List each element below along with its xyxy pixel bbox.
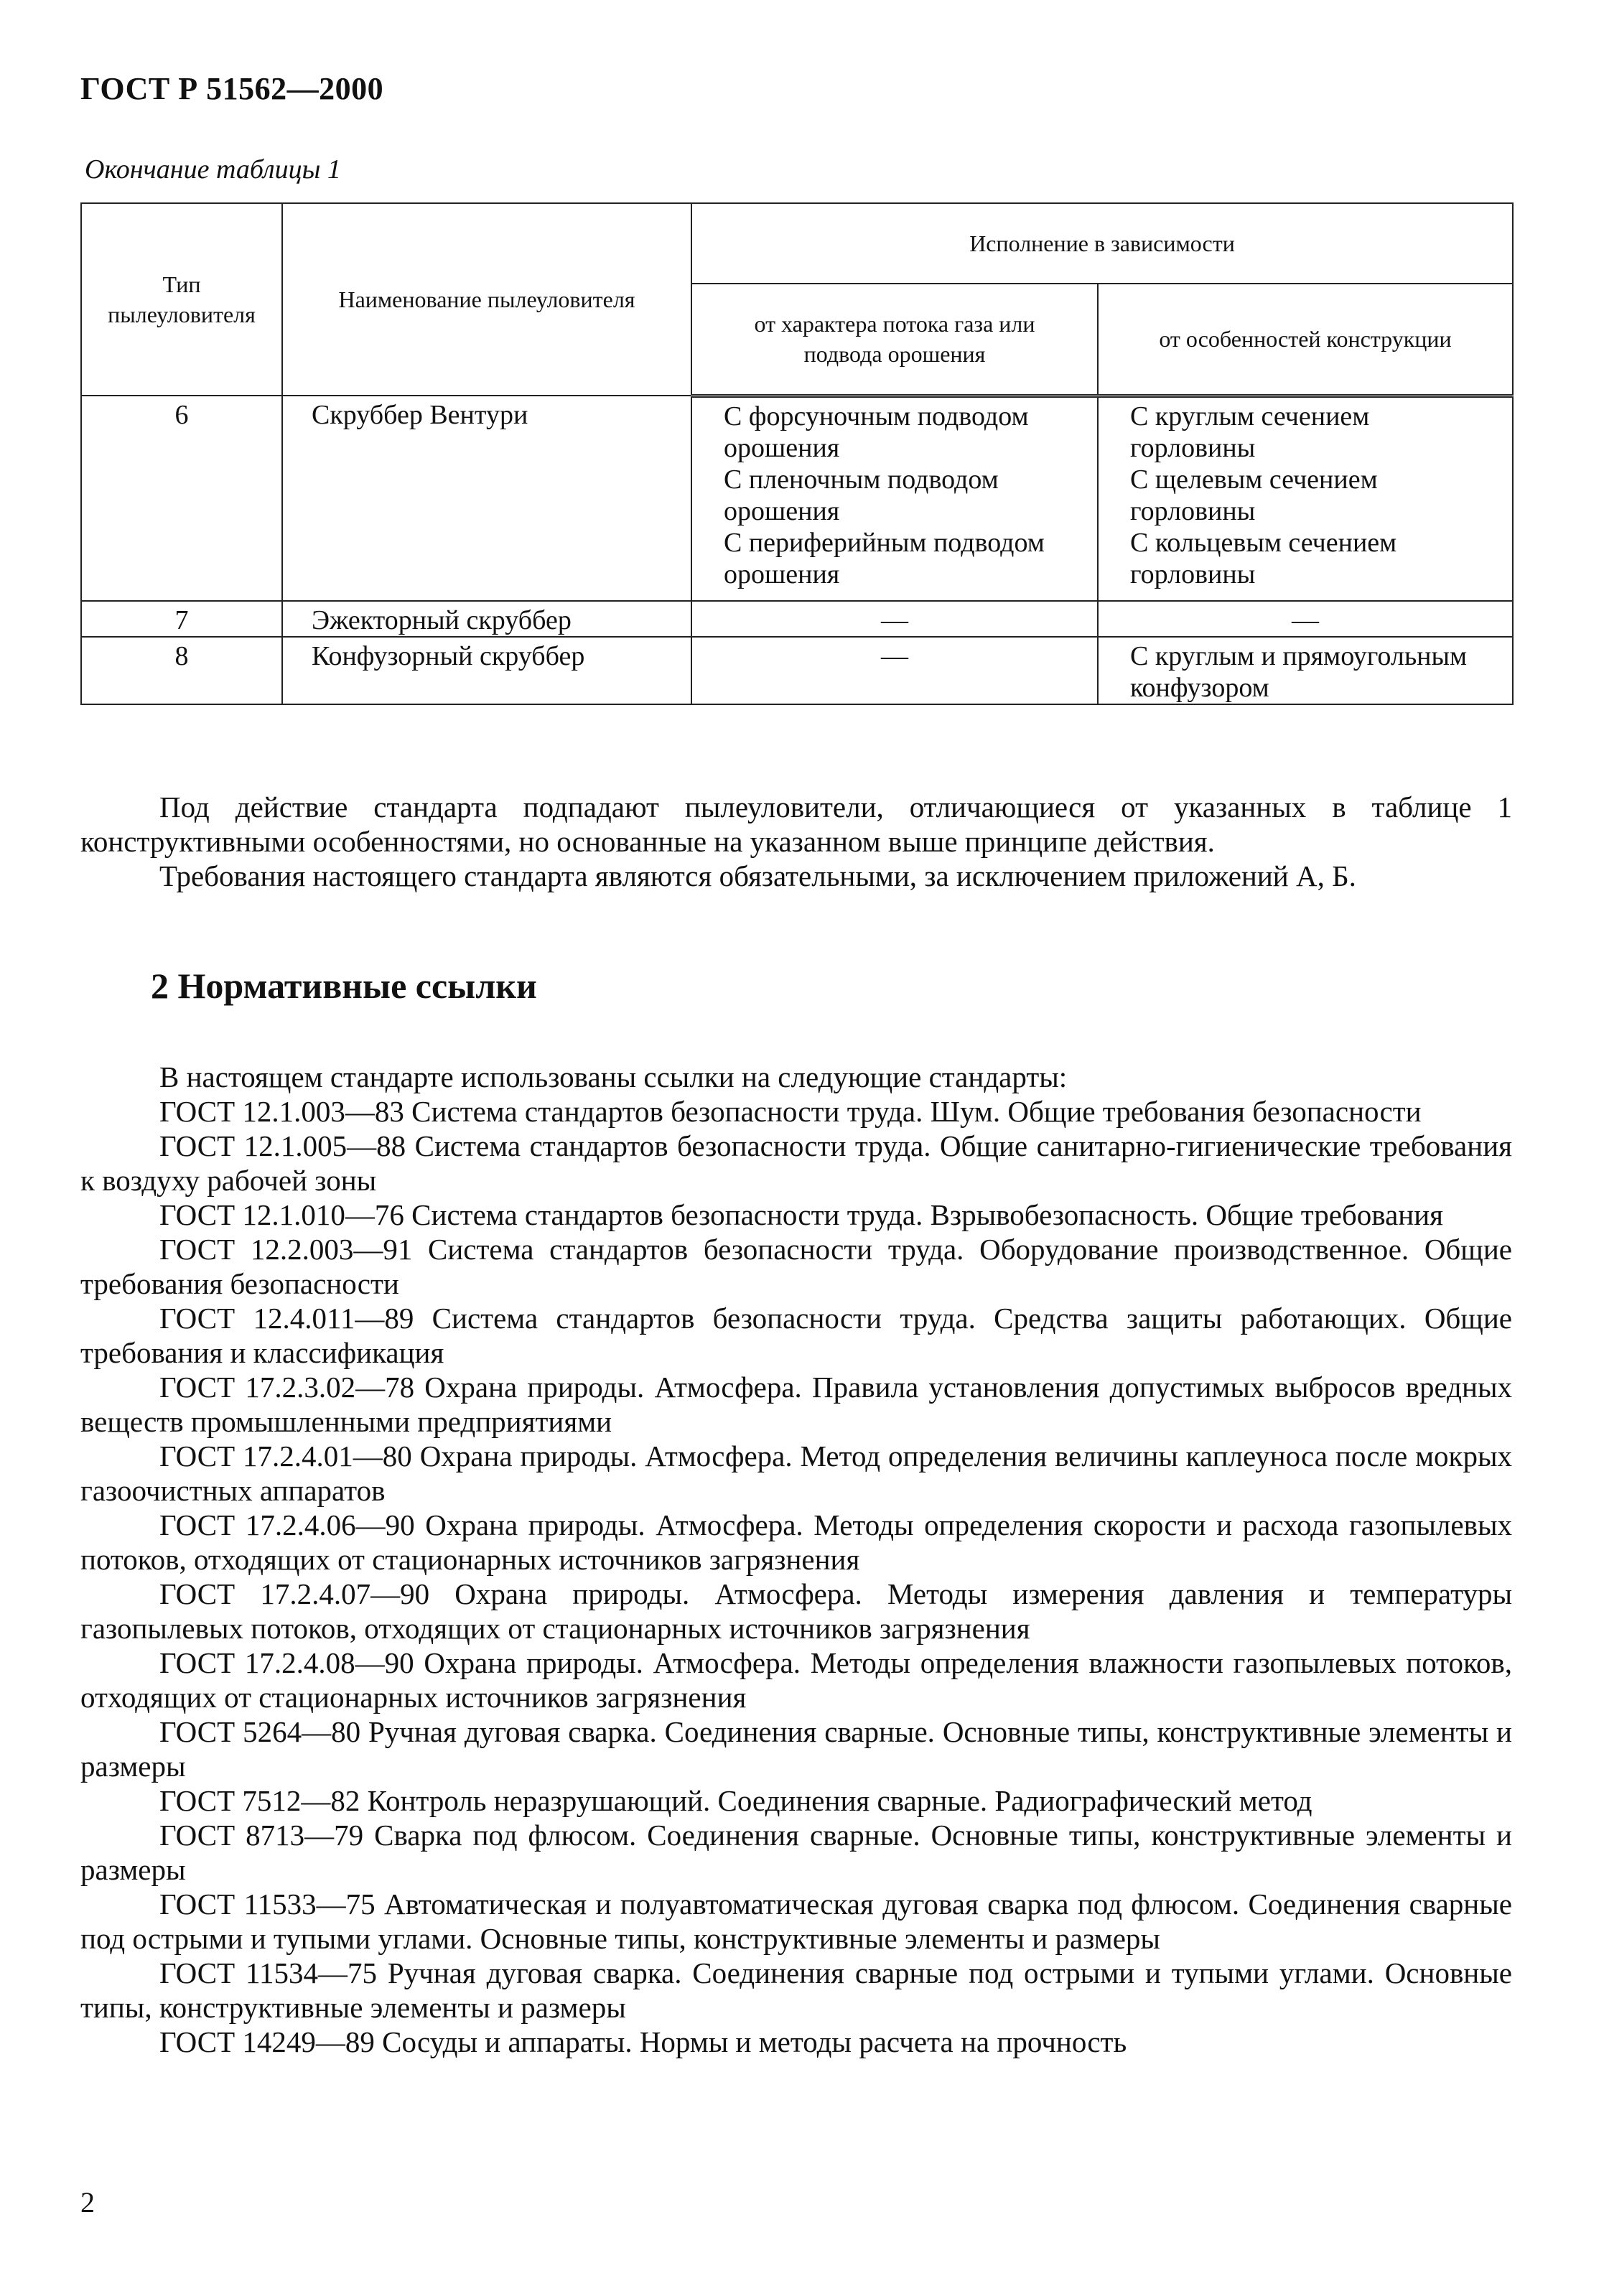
reference-entry: ГОСТ 5264—80 Ручная дуговая сварка. Соединения сварные. Основные типы, конструктивные элементы и размеры [80, 1715, 1512, 1783]
table-row [81, 601, 1513, 637]
variant-line: горловины [1130, 495, 1256, 526]
cell-collector-name: Конфузорный скруббер [282, 637, 691, 704]
reference-entry: ГОСТ 17.2.4.06—90 Охрана природы. Атмосфера. Методы определения скорости и расхода газопылевых потоков, отходящих от стационарных источников загрязнения [80, 1508, 1512, 1576]
reference-entry: ГОСТ 12.4.011—89 Система стандартов безопасности труда. Средства защиты работающих. Общие требования и классификация [80, 1302, 1512, 1369]
section-2-title: 2 Нормативные ссылки [151, 966, 537, 1006]
reference-entry: ГОСТ 7512—82 Контроль неразрушающий. Соединения сварные. Радиографический метод [159, 1784, 1312, 1817]
cell-flow-variants [691, 601, 1098, 637]
reference-entry: ГОСТ 8713—79 Сварка под флюсом. Соединения сварные. Основные типы, конструктивные элементы и размеры [80, 1819, 1512, 1886]
variant-line: С круглым сечением [1130, 401, 1370, 431]
cell-collector-name: Эжекторный скруббер [282, 601, 691, 637]
cell-design-variants [1098, 396, 1513, 601]
reference-entry: ГОСТ 17.2.3.02—78 Охрана природы. Атмосфера. Правила установления допустимых выбросов вредных веществ промышленными предприятиями [80, 1371, 1512, 1438]
header-name: Наименование пылеуловителя [282, 203, 691, 396]
header-flow-dependency: от характера потока газа или подвода орошения [691, 284, 1098, 396]
variant-line: горловины [1130, 432, 1256, 463]
reference-entry: ГОСТ 17.2.4.01—80 Охрана природы. Атмосфера. Метод определения величины каплеуноса после мокрых газоочистных аппаратов [80, 1439, 1512, 1507]
variant-line: горловины [1130, 559, 1256, 589]
variant-line: С периферийным подводом [724, 527, 1045, 558]
cell-type-number: 7 [81, 601, 282, 637]
reference-entry: ГОСТ 17.2.4.07—90 Охрана природы. Атмосфера. Методы измерения давления и температуры газопылевых потоков, отходящих от стационарных источников загрязнения [80, 1577, 1512, 1645]
cell-flow-variants [691, 637, 1098, 704]
reference-entry: ГОСТ 12.1.005—88 Система стандартов безопасности труда. Общие санитарно-гигиенические требования к воздуху рабочей зоны [80, 1129, 1512, 1197]
document-code-header: ГОСТ Р 51562—2000 [80, 71, 384, 106]
reference-entry: ГОСТ 11533—75 Автоматическая и полуавтоматическая дуговая сварка под флюсом. Соединения сварные под острыми и тупыми углами. Основные типы, конструктивные элементы и размеры [80, 1887, 1512, 1955]
paragraph-mandatory: Требования настоящего стандарта являются обязательными, за исключением приложений А, Б. [159, 859, 1356, 892]
variant-line: С кольцевым сечением [1130, 527, 1397, 558]
reference-entry: ГОСТ 17.2.4.08—90 Охрана природы. Атмосфера. Методы определения влажности газопылевых потоков, отходящих от стационарных источников загрязнения [80, 1646, 1512, 1714]
reference-entry: ГОСТ 12.1.010—76 Система стандартов безопасности труда. Взрывобезопасность. Общие требования [159, 1198, 1444, 1231]
variant-line: орошения [724, 432, 840, 463]
reference-entry: ГОСТ 14249—89 Сосуды и аппараты. Нормы и методы расчета на прочность [159, 2025, 1127, 2058]
header-execution-group: Исполнение в зависимости [691, 203, 1513, 284]
header-design-dependency: от особенностей конструкции [1098, 284, 1513, 396]
variant-line: С пленочным подводом [724, 464, 999, 495]
normative-references [80, 1060, 1512, 2059]
reference-entry: ГОСТ 11534—75 Ручная дуговая сварка. Соединения сварные под острыми и тупыми углами. Основные типы, конструктивные элементы и размеры [80, 1956, 1512, 2024]
page-number: 2 [80, 2186, 95, 2218]
paragraph-scope: Под действие стандарта подпадают пылеуловители, отличающиеся от указанных в таблице 1 конструктивными особенностями, но основанные на указанном выше принципе действия. [80, 790, 1512, 858]
cell-collector-name: Скруббер Вентури [282, 396, 691, 601]
reference-entry: ГОСТ 12.2.003—91 Система стандартов безопасности труда. Оборудование производственное. Общие требования безопасности [80, 1233, 1512, 1300]
variant-line: конфузором [1130, 673, 1269, 703]
table-caption: Окончание таблицы 1 [85, 154, 341, 185]
reference-entry: ГОСТ 12.1.003—83 Система стандартов безопасности труда. Шум. Общие требования безопасности [159, 1095, 1422, 1128]
references-intro: В настоящем стандарте использованы ссылки на следующие стандарты: [159, 1060, 1068, 1093]
cell-design-variants [1098, 601, 1513, 637]
variant-line: орошения [724, 559, 840, 589]
variant-line: — [881, 641, 908, 671]
cell-type-number: 6 [81, 396, 282, 601]
table-row [81, 637, 1513, 704]
variant-line: С круглым и прямоугольным [1130, 641, 1468, 671]
variant-line: С форсуночным подводом [724, 401, 1029, 431]
cell-type-number: 8 [81, 637, 282, 704]
variant-line: — [881, 605, 908, 635]
variant-line: орошения [724, 495, 840, 526]
variant-line: — [1292, 605, 1319, 635]
cell-design-variants [1098, 637, 1513, 704]
cell-flow-variants [691, 396, 1098, 601]
after-table-text [80, 790, 1512, 893]
dust-collector-table [80, 202, 1514, 705]
header-type: Тип пылеуловителя [81, 203, 282, 396]
variant-line: С щелевым сечением [1130, 464, 1378, 495]
table-row [81, 396, 1513, 601]
